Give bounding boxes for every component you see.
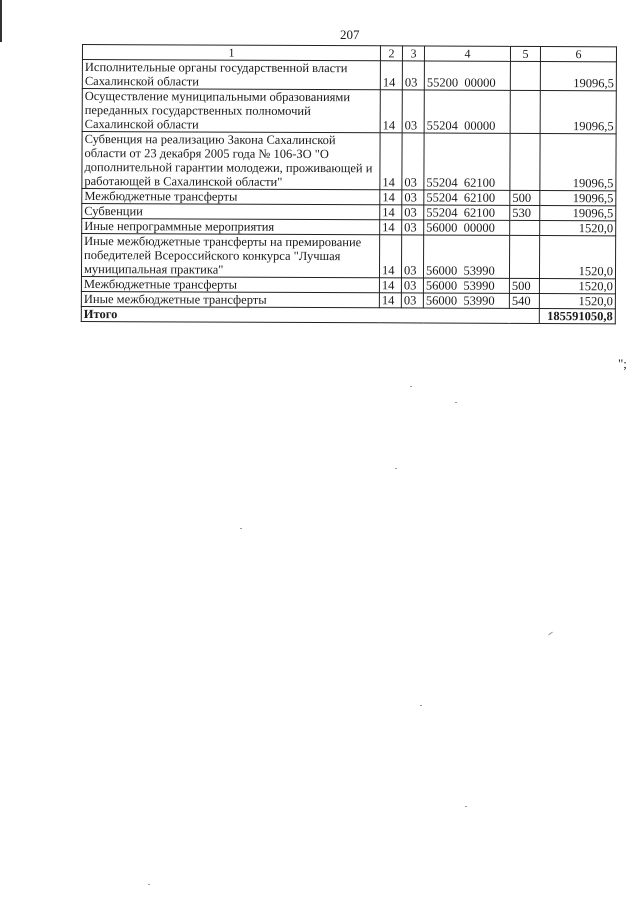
row-section: 14 [379, 293, 401, 308]
row-target-code: 55204 62100 [424, 190, 510, 205]
scan-speck [465, 806, 467, 807]
row-expense-type [509, 235, 539, 278]
row-name: Иные непрограммные мероприятия [82, 219, 380, 235]
row-target-code: 55204 62100 [424, 133, 510, 190]
scan-speck [410, 386, 412, 387]
column-header-4: 4 [424, 46, 510, 61]
row-name: Иные межбюджетные трансферты на премирование победителей Всероссийского конкурса "Лучшая муниципальная практика" [81, 234, 379, 278]
row-section: 14 [380, 190, 402, 205]
page-number: 207 [340, 27, 360, 42]
row-target-code: 56000 53990 [423, 293, 509, 308]
scan-speck [148, 884, 150, 885]
row-subsection: 03 [402, 61, 424, 90]
row-amount: 19096,5 [540, 205, 616, 220]
total-value: 185591050,8 [539, 308, 615, 323]
row-target-code: 55204 00000 [424, 90, 510, 133]
row-amount: 19096,5 [540, 190, 616, 205]
row-name: Межбюджетные трансферты [82, 189, 380, 205]
table-row [82, 60, 616, 91]
row-expense-type: 500 [509, 278, 539, 293]
scan-speck [455, 402, 457, 403]
row-amount: 1520,0 [539, 278, 615, 293]
column-header-1: 1 [82, 45, 380, 61]
row-amount: 19096,5 [540, 133, 616, 190]
row-amount: 1520,0 [540, 220, 616, 235]
row-name: Исполнительные органы государственной власти Сахалинской области [82, 60, 380, 90]
table-row [82, 219, 616, 236]
total-row [81, 306, 615, 323]
table-row [81, 234, 615, 279]
row-name: Осуществление муниципальными образованиями переданных государственных полномочий Сахалинской области [82, 89, 380, 133]
row-expense-type: 540 [509, 293, 539, 308]
row-amount: 1520,0 [539, 235, 615, 278]
row-subsection: 03 [402, 190, 424, 205]
trailing-quote-mark: "; [618, 356, 627, 371]
table-row [82, 89, 616, 134]
table-row [81, 291, 615, 308]
row-section: 14 [380, 90, 402, 133]
column-header-6: 6 [540, 47, 616, 62]
row-name: Субвенция на реализацию Закона Сахалинской области от 23 декабря 2005 года № 106-ЗО "О дополнительной гарантии молодежи, проживающей и работающей в Сахалинской области" [82, 132, 380, 190]
budget-table [81, 44, 617, 324]
scan-speck [548, 632, 553, 636]
row-expense-type [510, 220, 540, 235]
row-section: 14 [380, 61, 402, 90]
row-subsection: 03 [402, 220, 424, 235]
total-label: Итого [81, 306, 539, 323]
row-name: Иные межбюджетные трансферты [81, 291, 379, 307]
row-section: 14 [379, 278, 401, 293]
row-subsection: 03 [401, 278, 423, 293]
row-subsection: 03 [401, 235, 423, 278]
row-amount: 1520,0 [539, 293, 615, 308]
column-header-2: 2 [380, 46, 402, 61]
row-expense-type: 530 [510, 205, 540, 220]
row-target-code: 55204 62100 [424, 205, 510, 220]
row-name: Межбюджетные трансферты [81, 276, 379, 292]
row-expense-type [510, 90, 540, 133]
scan-speck [420, 705, 422, 706]
column-header-3: 3 [402, 46, 424, 61]
row-amount: 19096,5 [540, 91, 616, 134]
row-subsection: 03 [402, 133, 424, 190]
row-amount: 19096,5 [540, 62, 616, 91]
row-section: 14 [380, 220, 402, 235]
row-section: 14 [380, 205, 402, 220]
row-name: Субвенции [82, 204, 380, 220]
row-target-code: 56000 53990 [423, 235, 509, 278]
column-header-5: 5 [510, 46, 540, 61]
table-row [81, 276, 615, 293]
table-row [82, 189, 616, 206]
row-expense-type: 500 [510, 190, 540, 205]
table-row [82, 132, 616, 191]
row-target-code: 56000 00000 [424, 220, 510, 235]
row-section: 14 [379, 235, 401, 278]
row-section: 14 [380, 133, 402, 190]
row-subsection: 03 [402, 205, 424, 220]
row-subsection: 03 [401, 293, 423, 308]
scan-speck [240, 528, 242, 529]
row-subsection: 03 [402, 90, 424, 133]
scan-speck [395, 468, 397, 469]
row-expense-type [510, 61, 540, 90]
row-expense-type [510, 133, 540, 190]
scan-edge-line [0, 0, 2, 42]
row-target-code: 55200 00000 [424, 61, 510, 90]
row-target-code: 56000 53990 [423, 278, 509, 293]
